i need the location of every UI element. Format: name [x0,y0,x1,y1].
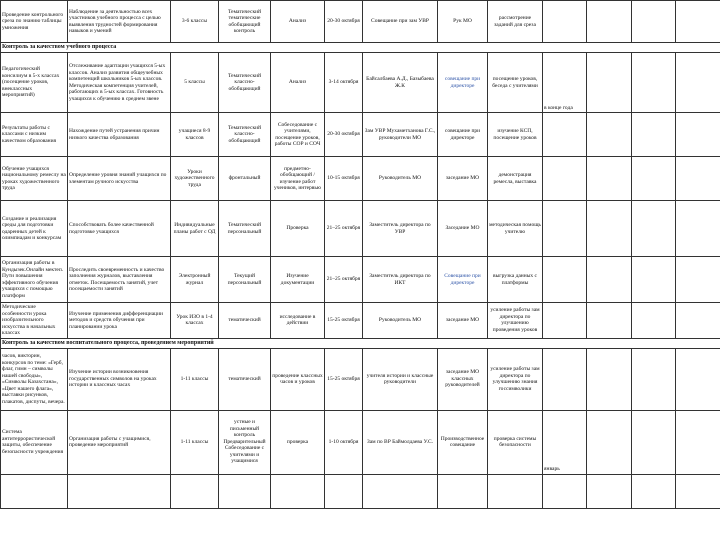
control-type-cell: Тематический тематические обобщающий контроль [219,1,271,43]
control-type-cell [219,474,271,508]
object-cell: 1-11 классы [171,410,219,474]
decision-cell: рассмотрение заданий для среза [488,1,543,43]
date-cell: 10-15 октября [325,157,363,201]
method-cell: Анализ [271,53,325,113]
object-cell: Индивидуальные планы работ с ОД [171,201,219,257]
decision-cell: демонстрация ремесла, выставка [488,157,543,201]
method-cell: предметно-обобщающий / изучение работ учеников, интервью [271,157,325,201]
extra-cell-1 [543,348,587,410]
responsible-cell: Руководитель МО [363,303,438,339]
summary-place-cell: Рук МО [438,1,488,43]
extra-cell-2 [587,53,632,113]
table-row [1,1,720,43]
decision-cell: посещение уроков, беседа с учителями [488,53,543,113]
responsible-cell: Зам по ВР Баймолдаева У.С. [363,410,438,474]
responsible-cell: Заместитель директора по ИКТ [363,257,438,303]
responsible-cell: учителя истории и классные руководители [363,348,438,410]
summary-place-cell: Заседание МО [438,201,488,257]
topic-cell: Организация работы в Кундызек.Онлайн мектеп. Пути повышения эффективного обучения учащихся с помощью платформ [1,257,68,303]
control-type-cell: тематический [219,348,271,410]
extra-cell-3 [632,257,676,303]
table-row [1,257,720,303]
responsible-cell: Байсалбаева А.Д., Базыбаева Ж.К [363,53,438,113]
topic-cell: Педагогический консилиум в 5-х классах (посещение уроков, внеклассных мероприятий) [1,53,68,113]
goal-cell: Отслеживание адаптации учащихся 5-ых классов. Анализ развития общеучебных компетенций школьников 5-ых классов. Методическая компетенция учителей, работающих в 5-ых классах. Готовность учащихся к обучению в среднем звене [68,53,171,113]
date-cell: 1-10 октября [325,410,363,474]
method-cell [271,474,325,508]
date-cell: 20-30 октября [325,113,363,157]
goal-cell: Способствовать более качественной подготовке учащихся [68,201,171,257]
summary-place-cell: Совещание при директоре [438,257,488,303]
date-cell: 21–25 октября [325,257,363,303]
goal-cell: Изучение применения дифференциации методов и средств обучения при планировании урока [68,303,171,339]
extra-cell-1: в конце года [543,53,587,113]
table-row [1,474,720,508]
extra-cell-3 [632,1,676,43]
summary-place-cell: заседание МО классных руководителей [438,348,488,410]
extra-cell-2 [587,303,632,339]
extra-cell-2 [587,348,632,410]
extra-cell-3 [632,53,676,113]
extra-cell-1 [543,1,587,43]
extra-cell-2 [587,113,632,157]
method-cell: Собеседование с учителями, посещение уроков, работы СОР и СОЧ [271,113,325,157]
method-cell: Проверка [271,201,325,257]
date-cell: 20-30 октября [325,1,363,43]
summary-place-cell: совещание при директоре [438,113,488,157]
topic-cell: Создание и реализация среды для подготовки одаренных детей к олимпиадам и конкурсам [1,201,68,257]
goal-cell: Определение уровня знаний учащихся по элементам ручного искусства [68,157,171,201]
extra-cell-4 [676,53,720,113]
extra-cell-1: январь [543,410,587,474]
extra-cell-1 [543,257,587,303]
extra-cell-3 [632,348,676,410]
summary-place-cell: Производственное совещание [438,410,488,474]
extra-cell-1 [543,201,587,257]
topic-cell: Методические особенности урока изобразительного искусства в начальных классах [1,303,68,339]
goal-cell: Наблюдение за деятельностью всех участников учебного процесса с целью выявления трудностей формирования навыков и умений [68,1,171,43]
extra-cell-4 [676,410,720,474]
extra-cell-2 [587,201,632,257]
summary-place-cell [438,474,488,508]
control-type-cell: тематический [219,303,271,339]
extra-cell-4 [676,201,720,257]
section-title: Контроль за качеством воспитательного процесса, проведением мероприятий [1,338,720,348]
topic-cell: Проведение контрольного среза по знанию таблицы умножения [1,1,68,43]
extra-cell-4 [676,474,720,508]
control-type-cell: Текущий персональный [219,257,271,303]
summary-place-cell: заседание МО [438,157,488,201]
control-type-cell: фронтальный [219,157,271,201]
method-cell: исследование в действии [271,303,325,339]
extra-cell-2 [587,474,632,508]
extra-cell-4 [676,113,720,157]
control-type-cell: устные и письменный контроль Предварительный Собеседование с учителями и учащимися [219,410,271,474]
section-title: Контроль за качеством учебного процесса [1,43,720,53]
object-cell [171,474,219,508]
extra-cell-2 [587,1,632,43]
method-cell: Изучение документации [271,257,325,303]
table-row [1,113,720,157]
summary-place-cell: совещание при директоре [438,53,488,113]
object-cell: Электронный журнал [171,257,219,303]
topic-cell [1,474,68,508]
responsible-cell: Заместитель директора по УВР [363,201,438,257]
decision-cell: выгрузка данных с платформы [488,257,543,303]
responsible-cell: Зам УВР Мухаметханова Г.С., руководители МО [363,113,438,157]
object-cell: 1-11 классы [171,348,219,410]
decision-cell: усиление работы зам директора по улучшению знания госсимволики [488,348,543,410]
topic-cell: Система антитеррористической защиты, обеспечение безопасности учреждения [1,410,68,474]
date-cell: 3-14 октября [325,53,363,113]
extra-cell-3 [632,474,676,508]
extra-cell-4 [676,1,720,43]
responsible-cell: Совещание при зам УВР [363,1,438,43]
date-cell [325,474,363,508]
object-cell: Уроки художественного труда [171,157,219,201]
topic-cell: Обучение учащихся национальному ремеслу на уроках художественного труда [1,157,68,201]
extra-cell-1 [543,474,587,508]
goal-cell: Нахождение путей устранения причин низкого качества образования [68,113,171,157]
control-type-cell: Тематический классно-обобщающий [219,113,271,157]
table-row [1,201,720,257]
extra-cell-3 [632,410,676,474]
extra-cell-3 [632,157,676,201]
extra-cell-3 [632,303,676,339]
object-cell: 3-6 классы [171,1,219,43]
goal-cell [68,474,171,508]
extra-cell-4 [676,348,720,410]
decision-cell: изучение КСП, посещение уроков [488,113,543,157]
extra-cell-1 [543,303,587,339]
extra-cell-3 [632,201,676,257]
decision-cell [488,474,543,508]
date-cell: 15-25 октября [325,348,363,410]
table-row [1,348,720,410]
table-row [1,157,720,201]
extra-cell-2 [587,410,632,474]
control-type-cell: Тематический персональный [219,201,271,257]
date-cell: 15-25 октября [325,303,363,339]
date-cell: 21–25 октября [325,201,363,257]
topic-cell: Результаты работы с классами с низким качеством образования [1,113,68,157]
decision-cell: усиление работы зам директора по улучшению проведения уроков [488,303,543,339]
control-type-cell: Тематический классно-обобщающий [219,53,271,113]
section-header-row [1,43,720,53]
extra-cell-1 [543,113,587,157]
extra-cell-4 [676,257,720,303]
method-cell: проведение классных часов и уроков [271,348,325,410]
goal-cell: Изучение истории возникновения государственных символов на уроках истории и классных часах [68,348,171,410]
object-cell: учащиеся 8-9 классов [171,113,219,157]
extra-cell-2 [587,157,632,201]
summary-place-cell: заседание МО [438,303,488,339]
responsible-cell: Руководитель МО [363,157,438,201]
decision-cell: методическая помощь учителю [488,201,543,257]
section-header-row [1,338,720,348]
topic-cell: часов, викторин, конкурсов по теме: «Герб, флаг, гимн – символы нашей свободы», «Символы Казахстана», «Цвет нашего флага», выставки рисунков, плакатов, диспуты, вечера. [1,348,68,410]
object-cell: 5 классы [171,53,219,113]
table-row [1,303,720,339]
responsible-cell [363,474,438,508]
extra-cell-4 [676,303,720,339]
extra-cell-1 [543,157,587,201]
method-cell: Анализ [271,1,325,43]
extra-cell-4 [676,157,720,201]
object-cell: Урок ИЗО в 1-4 классах [171,303,219,339]
extra-cell-3 [632,113,676,157]
decision-cell: проверка системы безопасности [488,410,543,474]
extra-cell-2 [587,257,632,303]
goal-cell: Организация работы с учащимися, проведение мероприятий [68,410,171,474]
table-row [1,410,720,474]
method-cell: проверка [271,410,325,474]
table-row [1,53,720,113]
goal-cell: Проследить своевременность и качество заполнения журналов, выставления отметок. Посещаемость занятий, учет посещаемости занятий [68,257,171,303]
